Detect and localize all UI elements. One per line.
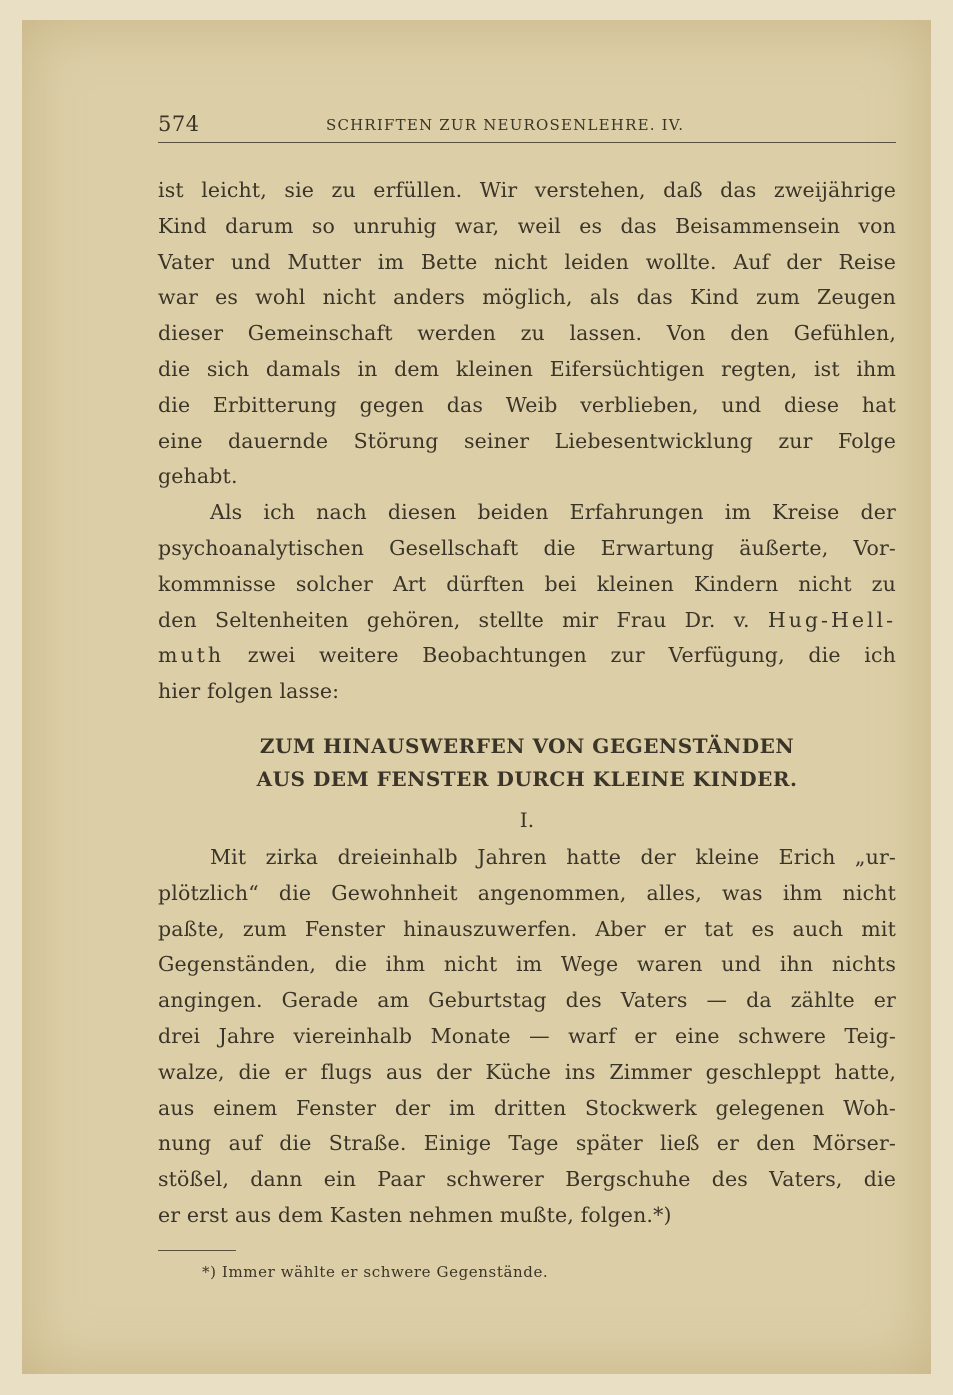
text-fragment: zwei weitere Beobachtungen zur Verfügung, die ich	[247, 643, 896, 668]
text-body	[158, 173, 896, 1291]
paragraph-2	[158, 495, 896, 710]
author-name: Hug-Hell-	[767, 607, 897, 632]
text-line: Kind darum so unruhig war, weil es das Beisammensein von	[158, 213, 896, 238]
text-line: Als ich nach diesen beiden Erfahrungen im Kreise der	[210, 500, 896, 525]
text-line: drei Jahre viereinhalb Monate — warf er eine schwere Teig-	[158, 1023, 896, 1048]
text-line: dieser Gemeinschaft werden zu lassen. Von den Gefühlen,	[158, 321, 896, 346]
section-heading-line: ZUM HINAUSWERFEN VON GEGENSTÄNDEN	[259, 733, 795, 758]
paragraph-1	[158, 173, 896, 495]
text-line: die sich damals in dem kleinen Eifersüchtigen regten, ist ihm	[158, 356, 896, 381]
text-line: angingen. Gerade am Geburtstag des Vaters — da zählte er	[158, 988, 896, 1013]
text-line: walze, die er flugs aus der Küche ins Zimmer geschleppt hatte,	[158, 1059, 896, 1084]
book-page	[158, 110, 896, 1291]
running-title: SCHRIFTEN ZUR NEUROSENLEHRE. IV.	[326, 116, 685, 134]
text-line: die Erbitterung gegen das Weib verblieben, und diese hat	[158, 392, 896, 417]
text-line: Gegenständen, die ihm nicht im Wege waren und ihn nichts	[158, 952, 896, 977]
text-line: plötzlich“ die Gewohnheit angenommen, alles, was ihm nicht	[158, 880, 896, 905]
text-line: eine dauernde Störung seiner Liebesentwicklung zur Folge	[158, 428, 896, 453]
text-line: stößel, dann ein Paar schwerer Bergschuhe des Vaters, die	[158, 1167, 896, 1192]
author-name: muth	[158, 643, 225, 668]
section-heading	[158, 730, 896, 796]
text-line: kommnisse solcher Art dürften bei kleinen Kindern nicht zu	[158, 571, 896, 596]
text-line: hier folgen lasse:	[158, 679, 340, 704]
footnote: *) Immer wählte er schwere Gegenstände.	[202, 1262, 549, 1281]
paragraph-3	[158, 840, 896, 1234]
section-number: I.	[519, 807, 535, 832]
running-header	[158, 110, 896, 143]
text-line: er erst aus dem Kasten nehmen mußte, folgen.*)	[158, 1202, 672, 1227]
text-line: paßte, zum Fenster hinauszuwerfen. Aber er tat es auch mit	[158, 916, 896, 941]
text-line: ist leicht, sie zu erfüllen. Wir verstehen, daß das zweijährige	[158, 178, 896, 202]
text-line-with-name	[158, 603, 896, 639]
text-line: aus einem Fenster der im dritten Stockwerk gelegenen Woh-	[158, 1095, 896, 1120]
text-line: Vater und Mutter im Bette nicht leiden wollte. Auf der Reise	[158, 249, 896, 274]
text-line-with-name	[158, 638, 896, 674]
text-fragment: den Seltenheiten gehören, stellte mir Frau Dr. v.	[158, 607, 750, 632]
page-number: 574	[158, 112, 200, 136]
text-line: psychoanalytischen Gesellschaft die Erwartung äußerte, Vor-	[158, 535, 896, 560]
footnote-rule	[158, 1250, 236, 1251]
text-line: Mit zirka dreieinhalb Jahren hatte der kleine Erich „ur-	[210, 844, 896, 869]
text-line: nung auf die Straße. Einige Tage später ließ er den Mörser-	[158, 1131, 896, 1156]
text-line: gehabt.	[158, 464, 238, 489]
text-line: war es wohl nicht anders möglich, als das Kind zum Zeugen	[158, 285, 896, 310]
section-heading-line: AUS DEM FENSTER DURCH KLEINE KINDER.	[256, 766, 798, 791]
